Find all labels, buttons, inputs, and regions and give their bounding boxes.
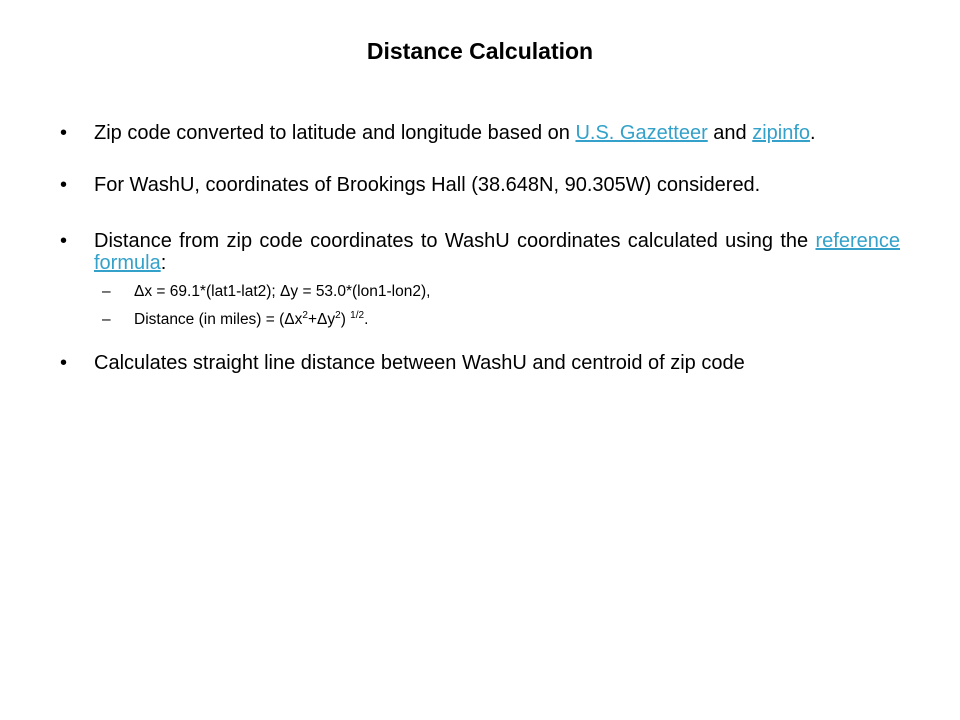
bullet-distance-formula: [60, 230, 900, 274]
sub-bullet-text: Distance (in miles) = (Δx: [134, 311, 303, 328]
sub-bullet-text: Δx = 69.1*(lat1-lat2); Δy = 53.0*(lon1-lon2),: [134, 283, 431, 300]
sub-bullet-text: ): [340, 311, 351, 328]
sub-bullet-text: .: [364, 311, 369, 328]
sub-bullet-distance: [60, 310, 900, 330]
bullet-washu-coordinates: [60, 174, 900, 196]
bullet-text: Calculates straight line distance between WashU and centroid of zip code: [94, 352, 745, 374]
bullet-text: Distance from zip code coordinates to WashU coordinates calculated using the: [94, 230, 816, 252]
gazetteer-link[interactable]: U.S. Gazetteer: [575, 122, 708, 144]
slide-title: Distance Calculation: [366, 38, 594, 64]
bullet-text: For WashU, coordinates of Brookings Hall (38.648N, 90.305W) considered.: [94, 174, 761, 196]
bullet-text: Zip code converted to latitude and longitude based on: [94, 122, 576, 144]
bullet-text: .: [810, 122, 816, 144]
bullet-zip-conversion: [60, 122, 900, 144]
bullet-straight-line: [60, 352, 900, 374]
zipinfo-link[interactable]: zipinfo: [752, 122, 811, 144]
sub-bullet-dash-icon: –: [102, 311, 111, 328]
reference-formula-link[interactable]: reference formula: [94, 230, 900, 274]
bullet-dot-icon: •: [60, 174, 68, 196]
bullet-text: and: [707, 122, 753, 144]
bullet-text: :: [160, 252, 167, 274]
bullet-dot-icon: •: [60, 122, 68, 144]
bullet-dot-icon: •: [60, 352, 68, 374]
sub-bullet-dash-icon: –: [102, 283, 111, 300]
sub-bullet-deltas: [60, 282, 900, 302]
superscript: 1/2: [350, 310, 365, 321]
superscript: 2: [335, 310, 341, 321]
bullet-dot-icon: •: [60, 230, 68, 252]
superscript: 2: [302, 310, 308, 321]
sub-bullet-text: +Δy: [307, 311, 336, 328]
slide-body: [60, 122, 900, 374]
